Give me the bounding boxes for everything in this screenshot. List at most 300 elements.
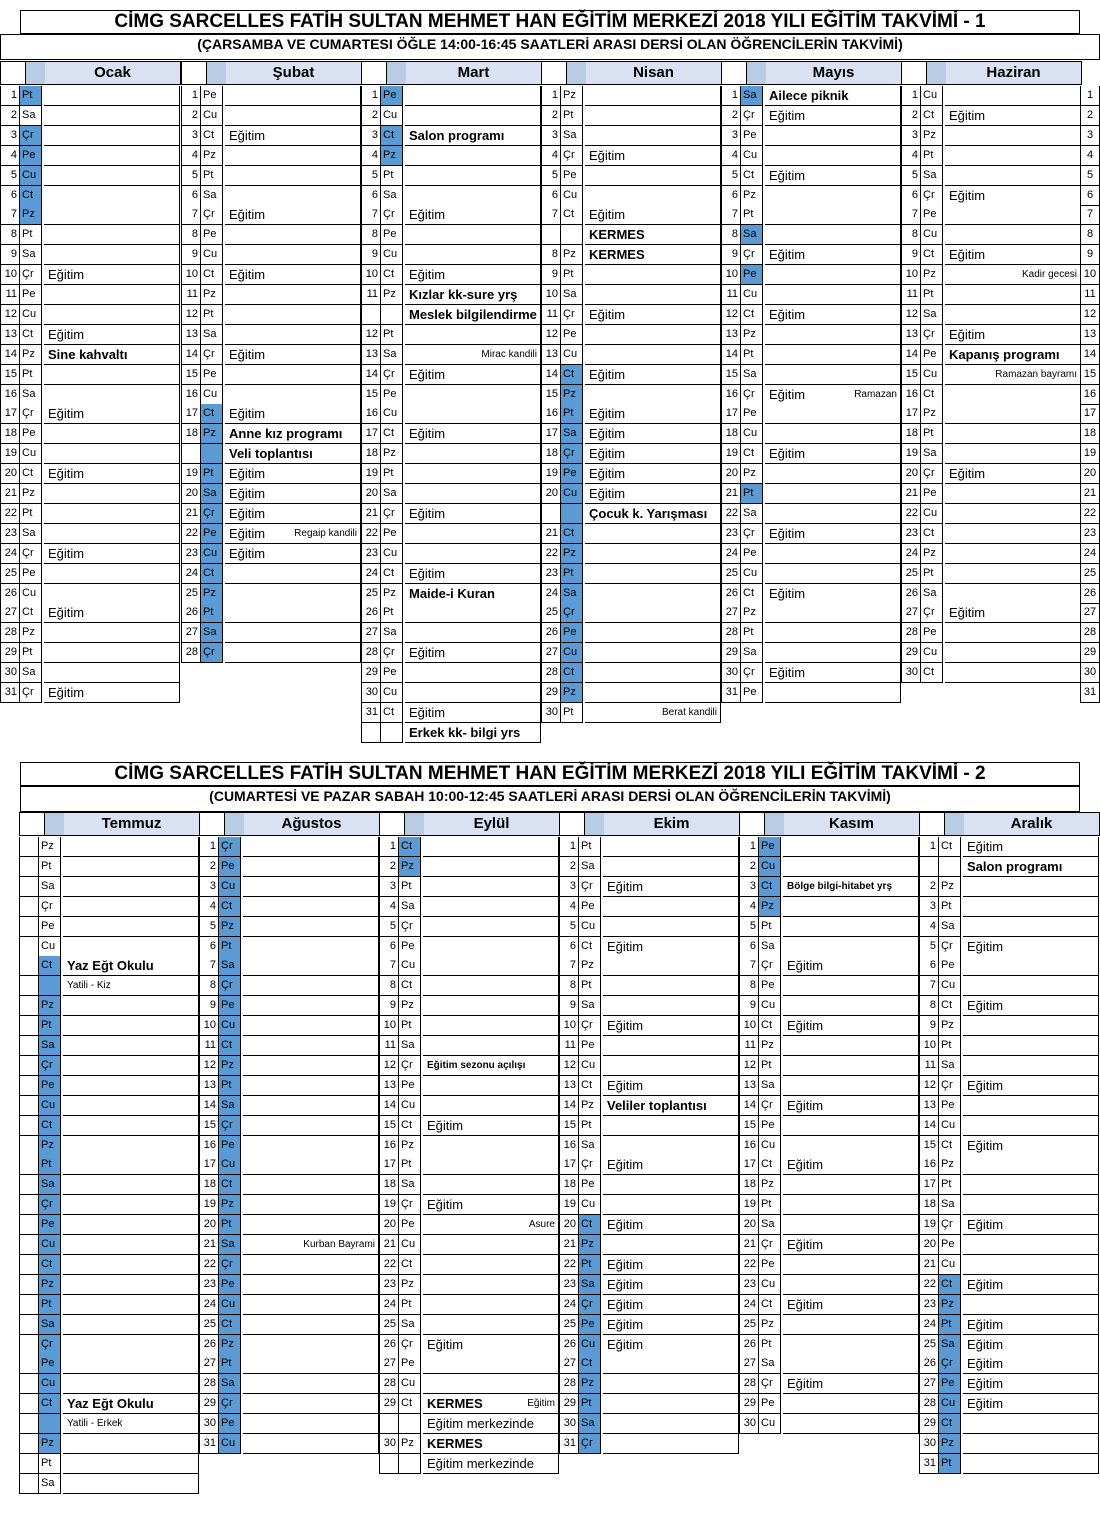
event-text: Eğitim: [967, 1356, 1004, 1372]
event-cell: [423, 1016, 559, 1036]
day-number: 7: [739, 956, 759, 976]
day-abbrev: Cu: [39, 1374, 61, 1394]
day-abbrev: Çr: [399, 1195, 421, 1215]
day-abbrev: Pe: [759, 976, 781, 996]
day-number: 26: [181, 603, 201, 623]
day-abbrev: Pt: [561, 564, 583, 584]
day-abbrev: Çr: [921, 464, 943, 484]
month-header-band: [746, 62, 768, 84]
day-number: 23: [181, 544, 201, 564]
day-abbrev: Çr: [39, 1195, 61, 1215]
day-abbrev: Pz: [219, 1056, 241, 1076]
event-text: Eğitim: [769, 446, 806, 462]
day-abbrev: Cu: [561, 643, 583, 663]
event-cell: [945, 385, 1081, 405]
event-cell: [945, 643, 1081, 663]
event-cell: [945, 146, 1081, 166]
day-number: 6: [541, 186, 561, 206]
row-number: 23: [1080, 524, 1100, 544]
day-abbrev: Pz: [921, 126, 943, 146]
event-cell: [63, 897, 199, 917]
day-abbrev: Ct: [201, 564, 223, 584]
day-abbrev: Sa: [759, 1215, 781, 1235]
event-cell: [783, 937, 919, 957]
event-cell: [44, 544, 180, 564]
event-cell: [63, 1335, 199, 1355]
event-cell: [423, 1374, 559, 1394]
row-number: 18: [1080, 424, 1100, 444]
day-number: 5: [199, 917, 219, 937]
day-number: 24: [361, 564, 381, 584]
day-abbrev: Pz: [939, 1016, 961, 1036]
event-text: Veliler toplantısı: [607, 1097, 707, 1113]
row-number: 10: [1080, 265, 1100, 285]
day-abbrev: Pe: [759, 1255, 781, 1275]
day-number: 15: [379, 1116, 399, 1136]
day-abbrev: Sa: [219, 1374, 241, 1394]
day-abbrev: Çr: [579, 1434, 601, 1454]
event-cell: [783, 1155, 919, 1175]
event-text: Eğitim: [48, 326, 85, 342]
day-abbrev: Pe: [939, 956, 961, 976]
day-abbrev: Pt: [39, 1016, 61, 1036]
day-number: 12: [181, 305, 201, 325]
day-abbrev: Pe: [201, 86, 223, 106]
event-cell: [63, 1275, 199, 1295]
event-cell: [243, 1036, 379, 1056]
day-abbrev: Pe: [381, 663, 403, 683]
day-abbrev: Sa: [20, 106, 42, 126]
day-number: 2: [541, 106, 561, 126]
event-cell: [963, 1394, 1099, 1414]
day-number: 13: [739, 1076, 759, 1096]
event-cell: [405, 126, 541, 146]
day-number: 6: [199, 937, 219, 957]
day-abbrev: Çr: [201, 643, 223, 663]
day-number: 12: [199, 1056, 219, 1076]
day-abbrev: Cu: [921, 504, 943, 524]
event-text: Eğitim: [48, 466, 85, 482]
day-number: [919, 857, 939, 877]
event-cell: [63, 1136, 199, 1156]
event-cell: [585, 703, 721, 723]
day-abbrev: Sa: [939, 1335, 961, 1355]
event-text: Eğitim: [769, 525, 806, 541]
event-cell: [405, 623, 541, 643]
day-number: 26: [0, 584, 20, 604]
day-number: [19, 897, 39, 917]
day-number: 2: [919, 877, 939, 897]
day-number: 29: [199, 1394, 219, 1414]
event-cell: [603, 956, 739, 976]
day-number: 3: [739, 877, 759, 897]
event-cell: [44, 86, 180, 106]
calendar-2-subtitle: (CUMARTESİ VE PAZAR SABAH 10:00-12:45 SAATLERİ ARASI DERSİ OLAN ÖĞRENCİLERİN TAKVİMİ): [20, 786, 1080, 812]
day-number: 27: [181, 623, 201, 643]
day-number: 3: [901, 126, 921, 146]
day-abbrev: Pz: [921, 265, 943, 285]
day-abbrev: Pe: [20, 285, 42, 305]
event-cell: [585, 126, 721, 146]
event-cell: [585, 623, 721, 643]
day-number: 23: [0, 524, 20, 544]
event-cell: [423, 1235, 559, 1255]
event-cell: [225, 365, 361, 385]
day-number: 7: [559, 956, 579, 976]
day-abbrev: Pe: [759, 837, 781, 857]
event-text: Eğitim merkezinde: [427, 1455, 534, 1471]
row-number: 20: [1080, 464, 1100, 484]
day-number: [361, 305, 381, 325]
event-cell: [225, 544, 361, 564]
day-abbrev: Pe: [939, 1374, 961, 1394]
event-cell: [963, 1076, 1099, 1096]
day-number: 7: [919, 976, 939, 996]
event-cell: [603, 1215, 739, 1235]
event-cell: [603, 1036, 739, 1056]
row-number: 17: [1080, 404, 1100, 424]
day-number: 29: [739, 1394, 759, 1414]
event-cell: [405, 564, 541, 584]
day-abbrev: Çr: [759, 1096, 781, 1116]
day-abbrev: Pz: [939, 1155, 961, 1175]
day-abbrev: Sa: [39, 877, 61, 897]
day-number: 18: [739, 1175, 759, 1195]
day-number: 1: [559, 837, 579, 857]
day-number: 10: [739, 1016, 759, 1036]
day-number: 23: [559, 1275, 579, 1295]
row-number: 7: [1080, 205, 1100, 225]
day-abbrev: [381, 723, 403, 743]
day-abbrev: Sa: [219, 1096, 241, 1116]
day-abbrev: Sa: [741, 365, 763, 385]
day-number: 3: [0, 126, 20, 146]
day-abbrev: Sa: [399, 1175, 421, 1195]
event-text: Eğitim: [589, 207, 626, 223]
day-number: 13: [199, 1076, 219, 1096]
event-cell: [423, 1215, 559, 1235]
event-text: Eğitim: [967, 1077, 1004, 1093]
event-text: Eğitim: [427, 1197, 464, 1213]
day-number: 14: [901, 345, 921, 365]
day-number: 22: [919, 1275, 939, 1295]
day-abbrev: Pz: [759, 1175, 781, 1195]
event-cell: [783, 1335, 919, 1355]
event-cell: [963, 1175, 1099, 1195]
day-number: 2: [901, 106, 921, 126]
day-abbrev: Çr: [579, 1155, 601, 1175]
day-number: 31: [721, 683, 741, 703]
day-number: 8: [0, 225, 20, 245]
day-abbrev: Pt: [399, 1295, 421, 1315]
day-number: 31: [361, 703, 381, 723]
day-number: 9: [181, 245, 201, 265]
event-note: Berat kandili: [661, 706, 717, 718]
day-number: 24: [181, 564, 201, 584]
day-abbrev: Ct: [759, 1295, 781, 1315]
day-number: 7: [0, 205, 20, 225]
event-cell: [423, 857, 559, 877]
day-number: 19: [721, 444, 741, 464]
day-abbrev: Ct: [579, 1354, 601, 1374]
event-cell: [603, 937, 739, 957]
event-cell: [585, 265, 721, 285]
event-cell: [765, 584, 901, 604]
event-cell: [63, 1434, 199, 1454]
day-abbrev: Pz: [219, 1335, 241, 1355]
day-abbrev: Pt: [20, 504, 42, 524]
day-abbrev: Cu: [741, 424, 763, 444]
event-text: Eğitim: [967, 1376, 1004, 1392]
event-text: Eğitim: [967, 938, 1004, 954]
event-cell: [423, 1175, 559, 1195]
day-number: 26: [541, 623, 561, 643]
day-abbrev: Ct: [741, 305, 763, 325]
day-number: 29: [901, 643, 921, 663]
day-abbrev: Sa: [561, 126, 583, 146]
day-abbrev: Pt: [561, 265, 583, 285]
day-abbrev: Çr: [561, 146, 583, 166]
day-abbrev: Pz: [381, 285, 403, 305]
day-abbrev: Pt: [759, 1335, 781, 1355]
event-cell: [945, 225, 1081, 245]
day-abbrev: Sa: [921, 444, 943, 464]
day-abbrev: Pe: [939, 1096, 961, 1116]
day-abbrev: Sa: [399, 1036, 421, 1056]
day-number: 21: [181, 504, 201, 524]
day-abbrev: Pz: [20, 205, 42, 225]
day-number: 21: [0, 484, 20, 504]
day-abbrev: Çr: [561, 305, 583, 325]
event-cell: [783, 877, 919, 897]
day-number: 12: [541, 325, 561, 345]
day-abbrev: Cu: [219, 1295, 241, 1315]
day-abbrev: Pe: [39, 1215, 61, 1235]
day-abbrev: Pz: [561, 683, 583, 703]
day-abbrev: Sa: [20, 385, 42, 405]
day-abbrev: Çr: [20, 265, 42, 285]
day-number: 9: [541, 265, 561, 285]
event-cell: [765, 186, 901, 206]
day-abbrev: Pt: [20, 365, 42, 385]
month-name: Ekim: [604, 813, 739, 835]
event-cell: [44, 305, 180, 325]
day-abbrev: [39, 1414, 61, 1434]
event-text: Eğitim: [769, 107, 806, 123]
event-cell: [243, 877, 379, 897]
event-cell: [585, 643, 721, 663]
event-text: Salon programı: [409, 127, 505, 143]
day-number: 16: [361, 404, 381, 424]
event-cell: [423, 837, 559, 857]
event-cell: [603, 1056, 739, 1076]
event-text: Eğitim: [949, 107, 986, 123]
event-cell: [603, 1335, 739, 1355]
event-cell: [945, 305, 1081, 325]
day-abbrev: Pe: [201, 225, 223, 245]
day-abbrev: Pe: [219, 1414, 241, 1434]
event-cell: [423, 877, 559, 897]
day-abbrev: Cu: [381, 683, 403, 703]
day-number: 28: [919, 1394, 939, 1414]
event-cell: [44, 225, 180, 245]
day-number: 26: [199, 1335, 219, 1355]
day-abbrev: Pt: [381, 166, 403, 186]
day-number: [19, 1096, 39, 1116]
day-number: 12: [721, 305, 741, 325]
event-cell: [405, 325, 541, 345]
day-abbrev: Pz: [759, 897, 781, 917]
day-number: 14: [541, 365, 561, 385]
event-cell: [783, 1195, 919, 1215]
day-number: 23: [199, 1275, 219, 1295]
event-cell: [63, 1474, 199, 1494]
day-number: 6: [901, 186, 921, 206]
event-text: Eğitim sezonu açılışı: [427, 1059, 526, 1071]
day-abbrev: Pt: [219, 1354, 241, 1374]
day-abbrev: Cu: [759, 1414, 781, 1434]
day-abbrev: Ct: [579, 1076, 601, 1096]
day-number: 10: [721, 265, 741, 285]
day-abbrev: Ct: [381, 424, 403, 444]
event-text: Eğitim: [607, 878, 644, 894]
day-abbrev: Çr: [939, 1076, 961, 1096]
row-number: 22: [1080, 504, 1100, 524]
event-cell: [63, 1016, 199, 1036]
day-number: [19, 1374, 39, 1394]
event-cell: [225, 86, 361, 106]
day-abbrev: Pz: [399, 996, 421, 1016]
day-number: 27: [721, 603, 741, 623]
day-abbrev: Ct: [39, 1255, 61, 1275]
day-number: 6: [0, 186, 20, 206]
day-number: [19, 1354, 39, 1374]
day-abbrev: Pe: [939, 1235, 961, 1255]
event-cell: [243, 996, 379, 1016]
day-abbrev: Çr: [219, 976, 241, 996]
event-text: Eğitim: [229, 346, 266, 362]
day-abbrev: Çr: [219, 1255, 241, 1275]
event-cell: [783, 1394, 919, 1414]
day-abbrev: Sa: [759, 937, 781, 957]
day-number: 20: [901, 464, 921, 484]
day-abbrev: Pt: [219, 937, 241, 957]
day-number: 21: [379, 1235, 399, 1255]
day-abbrev: Sa: [579, 1136, 601, 1156]
day-number: 24: [199, 1295, 219, 1315]
event-cell: [963, 1374, 1099, 1394]
event-text: Sine kahvaltı: [48, 346, 128, 362]
day-abbrev: Pt: [399, 877, 421, 897]
event-cell: [945, 663, 1081, 683]
day-abbrev: Pz: [381, 584, 403, 604]
day-abbrev: Pt: [579, 1394, 601, 1414]
day-abbrev: Pz: [381, 146, 403, 166]
day-number: [19, 1394, 39, 1414]
event-cell: [945, 365, 1081, 385]
day-number: 11: [379, 1036, 399, 1056]
event-cell: [765, 86, 901, 106]
day-number: 30: [199, 1414, 219, 1434]
event-cell: [765, 245, 901, 265]
day-abbrev: Çr: [201, 504, 223, 524]
day-abbrev: Cu: [219, 1016, 241, 1036]
event-cell: [945, 444, 1081, 464]
event-cell: [405, 285, 541, 305]
day-number: 11: [919, 1056, 939, 1076]
event-cell: [225, 285, 361, 305]
row-number: 4: [1080, 146, 1100, 166]
day-number: [19, 996, 39, 1016]
event-cell: [603, 1255, 739, 1275]
event-cell: [963, 1056, 1099, 1076]
day-number: 9: [739, 996, 759, 1016]
event-cell: [423, 1454, 559, 1474]
day-number: 9: [901, 245, 921, 265]
day-number: 16: [559, 1136, 579, 1156]
event-cell: [585, 106, 721, 126]
day-number: 21: [919, 1255, 939, 1275]
day-number: 23: [361, 544, 381, 564]
day-abbrev: Çr: [20, 683, 42, 703]
day-number: 18: [181, 424, 201, 444]
event-cell: [963, 1235, 1099, 1255]
day-number: 21: [721, 484, 741, 504]
day-abbrev: Ct: [201, 404, 223, 424]
day-abbrev: Pz: [39, 837, 61, 857]
day-number: 19: [559, 1195, 579, 1215]
day-number: 24: [559, 1295, 579, 1315]
month-name: Temmuz: [64, 813, 199, 835]
event-cell: [423, 1354, 559, 1374]
event-cell: [945, 564, 1081, 584]
day-abbrev: Cu: [399, 1235, 421, 1255]
event-cell: [225, 205, 361, 225]
month-name: Şubat: [226, 62, 361, 84]
event-cell: [945, 524, 1081, 544]
day-number: 30: [361, 683, 381, 703]
day-number: 17: [541, 424, 561, 444]
event-cell: [44, 186, 180, 206]
event-cell: [963, 1195, 1099, 1215]
day-number: 14: [361, 365, 381, 385]
day-abbrev: Cu: [579, 1056, 601, 1076]
event-text: Eğitim: [787, 1376, 824, 1392]
day-number: 13: [901, 325, 921, 345]
event-cell: [585, 564, 721, 584]
event-cell: [44, 106, 180, 126]
event-cell: [783, 1175, 919, 1195]
day-number: 11: [361, 285, 381, 305]
day-number: 26: [901, 584, 921, 604]
day-abbrev: Ct: [921, 663, 943, 683]
day-abbrev: Pt: [219, 1076, 241, 1096]
day-number: [19, 1275, 39, 1295]
day-number: 11: [721, 285, 741, 305]
day-number: 30: [739, 1414, 759, 1434]
day-abbrev: Pz: [939, 1295, 961, 1315]
day-number: 3: [361, 126, 381, 146]
day-abbrev: Pe: [399, 1215, 421, 1235]
event-cell: [783, 1414, 919, 1434]
event-cell: [44, 484, 180, 504]
month-header-5: [901, 61, 1082, 85]
day-abbrev: Ct: [939, 1414, 961, 1434]
day-abbrev: Ct: [399, 976, 421, 996]
event-cell: [765, 325, 901, 345]
day-number: 27: [901, 603, 921, 623]
event-cell: [765, 345, 901, 365]
